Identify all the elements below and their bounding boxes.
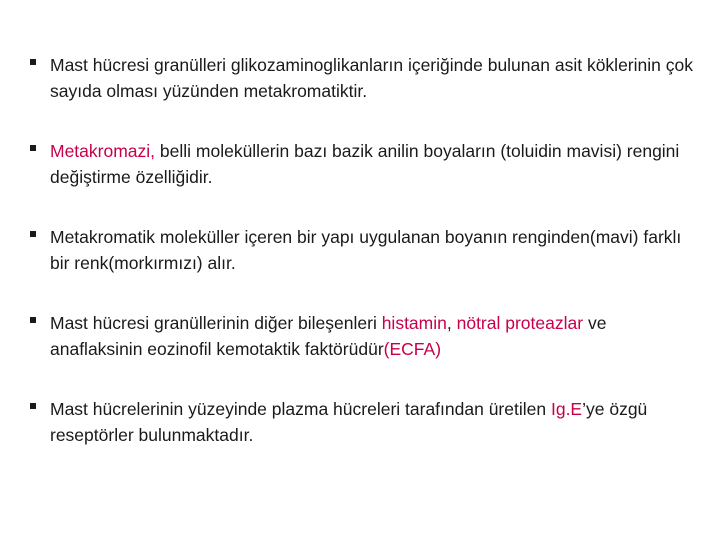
highlighted-term: histamin: [381, 313, 447, 333]
highlighted-term: Metakromazi,: [50, 141, 156, 161]
bullet-item: [30, 138, 700, 190]
bullet-segment: ’ye özgü reseptörler bulunmaktadır.: [50, 399, 648, 445]
bullet-text: [50, 224, 700, 276]
bullet-text: [50, 138, 700, 190]
bullet-item: [30, 52, 700, 104]
highlighted-term: nötral proteazlar: [456, 313, 584, 333]
square-bullet-icon: [30, 317, 36, 323]
bullet-text: [50, 396, 700, 448]
square-bullet-icon: [30, 231, 36, 237]
bullet-segment: Mast hücrelerinin yüzeyinde plazma hücreleri tarafından üretilen: [50, 399, 551, 419]
bullet-segment: Metakromatik moleküller içeren bir yapı uygulanan boyanın renginden(mavi) farklı bir renk(morkırmızı) alır.: [50, 227, 682, 273]
bullet-item: [30, 310, 700, 362]
bullet-list: [30, 52, 700, 482]
square-bullet-icon: [30, 59, 36, 65]
bullet-item: [30, 396, 700, 448]
bullet-segment: belli moleküllerin bazı bazik anilin boyaların (toluidin mavisi) rengini değiştirme özelliğidir.: [50, 141, 680, 187]
bullet-text: [50, 310, 700, 362]
bullet-segment: ve anaflaksinin eozinofil kemotaktik faktörüdür: [50, 313, 607, 359]
highlighted-term: Ig.E: [550, 399, 583, 419]
square-bullet-icon: [30, 145, 36, 151]
highlighted-term: (ECFA): [383, 339, 442, 359]
bullet-segment: ,: [446, 313, 457, 333]
bullet-segment: Mast hücresi granüllerinin diğer bileşenleri: [50, 313, 382, 333]
square-bullet-icon: [30, 403, 36, 409]
bullet-item: [30, 224, 700, 276]
bullet-segment: Mast hücresi granülleri glikozaminoglikanların içeriğinde bulunan asit köklerinin çok sayıda olması yüzünden metakromatiktir.: [50, 55, 693, 101]
bullet-text: [50, 52, 700, 104]
